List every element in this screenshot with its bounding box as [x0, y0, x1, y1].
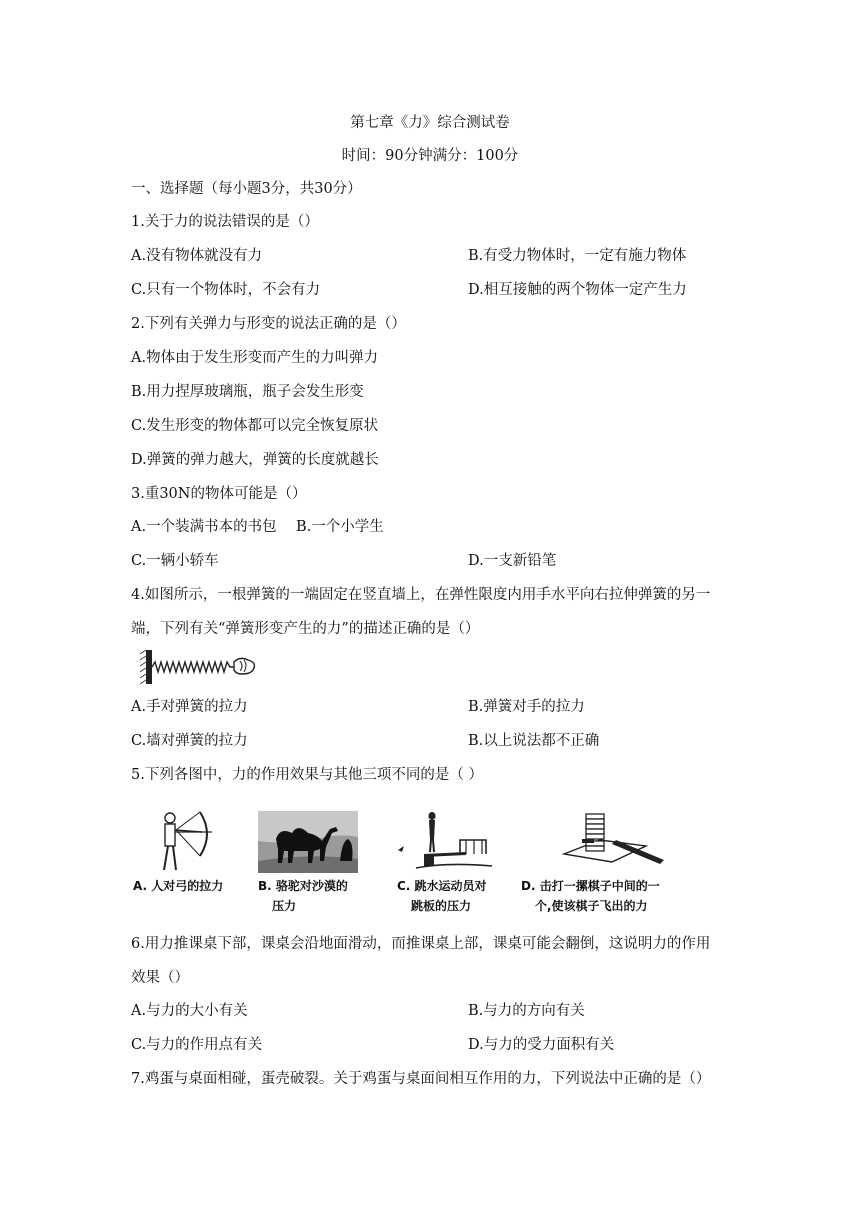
question-6-stem-line2: 效果（） — [131, 970, 189, 986]
figure-d-caption-line2: 个,使该棋子飞出的力 — [535, 899, 648, 913]
camel-figure — [258, 811, 358, 873]
q6-option-b: B.与力的方向有关 — [468, 1003, 585, 1019]
q3-option-b: B.一个小学生 — [296, 519, 384, 535]
question-4-stem-line1: 4.如图所示，一根弹簧的一端固定在竖直墙上，在弹性限度内用手水平向右拉伸弹簧的另一 — [131, 587, 711, 603]
spring — [152, 662, 234, 672]
exam-info: 时间：90分钟满分：100分 — [341, 148, 519, 164]
q4-option-a: A.手对弹簧的拉力 — [131, 699, 248, 715]
q2-option-c: C.发生形变的物体都可以完全恢复原状 — [131, 418, 379, 434]
figure-c-caption-line2: 跳板的压力 — [411, 899, 472, 913]
diver-figure — [396, 810, 496, 874]
q3-option-c: C.一辆小轿车 — [131, 553, 219, 569]
q2-option-a: A.物体由于发生形变而产生的力叫弹力 — [131, 350, 379, 366]
q2-option-d: D.弹簧的弹力越大，弹簧的长度就越长 — [131, 452, 379, 468]
figure-b-caption-line2: 压力 — [272, 899, 297, 913]
chess-stack-figure — [560, 810, 670, 874]
wall-hatching — [140, 650, 146, 684]
q3-option-d: D.一支新铅笔 — [468, 553, 557, 569]
figure-a-caption-line1: A. 人对弓的拉力 — [133, 879, 224, 893]
question-5-stem: 5.下列各图中，力的作用效果与其他三项不同的是（ ） — [131, 767, 483, 783]
q3-option-a: A.一个装满书本的书包 — [131, 519, 277, 535]
q4-option-d: B.以上说法都不正确 — [468, 733, 600, 749]
question-7-stem: 7.鸡蛋与桌面相碰，蛋壳破裂。关于鸡蛋与桌面间相互作用的力，下列说法中正确的是（） — [131, 1071, 711, 1087]
wall — [146, 650, 152, 684]
figure-b-caption-line1: B. 骆驼对沙漠的 — [258, 879, 348, 893]
q4-option-c: C.墙对弹簧的拉力 — [131, 733, 248, 749]
question-6-stem-line1: 6.用力推课桌下部，课桌会沿地面滑动，而推课桌上部，课桌可能会翻倒，这说明力的作用 — [131, 936, 711, 952]
q1-option-a: A.没有物体就没有力 — [131, 248, 263, 264]
page-title: 第七章《力》综合测试卷 — [350, 115, 510, 131]
q6-option-d: D.与力的受力面积有关 — [468, 1037, 615, 1053]
q1-option-d: D.相互接触的两个物体一定产生力 — [468, 282, 687, 298]
spring-wall-hand-figure — [140, 646, 260, 686]
question-3-stem: 3.重30N的物体可能是（） — [131, 486, 307, 502]
q4-option-b: B.弹簧对手的拉力 — [468, 699, 585, 715]
q2-option-b: B.用力捏厚玻璃瓶，瓶子会发生形变 — [131, 384, 364, 400]
q6-option-a: A.与力的大小有关 — [131, 1003, 248, 1019]
section-heading: 一、选择题（每小题3分，共30分） — [131, 181, 362, 197]
question-2-stem: 2.下列有关弹力与形变的说法正确的是（） — [131, 316, 406, 332]
q1-option-c: C.只有一个物体时，不会有力 — [131, 282, 321, 298]
figure-d-caption-line1: D. 击打一摞棋子中间的一 — [521, 879, 660, 893]
archer-figure — [150, 808, 216, 874]
question-1-stem: 1.关于力的说法错误的是（） — [131, 214, 319, 230]
question-4-stem-line2: 端，下列有关“弹簧形变产生的力”的描述正确的是（） — [131, 621, 480, 637]
q6-option-c: C.与力的作用点有关 — [131, 1037, 263, 1053]
figure-c-caption-line1: C. 跳水运动员对 — [397, 879, 487, 893]
q1-option-b: B.有受力物体时，一定有施力物体 — [468, 248, 687, 264]
